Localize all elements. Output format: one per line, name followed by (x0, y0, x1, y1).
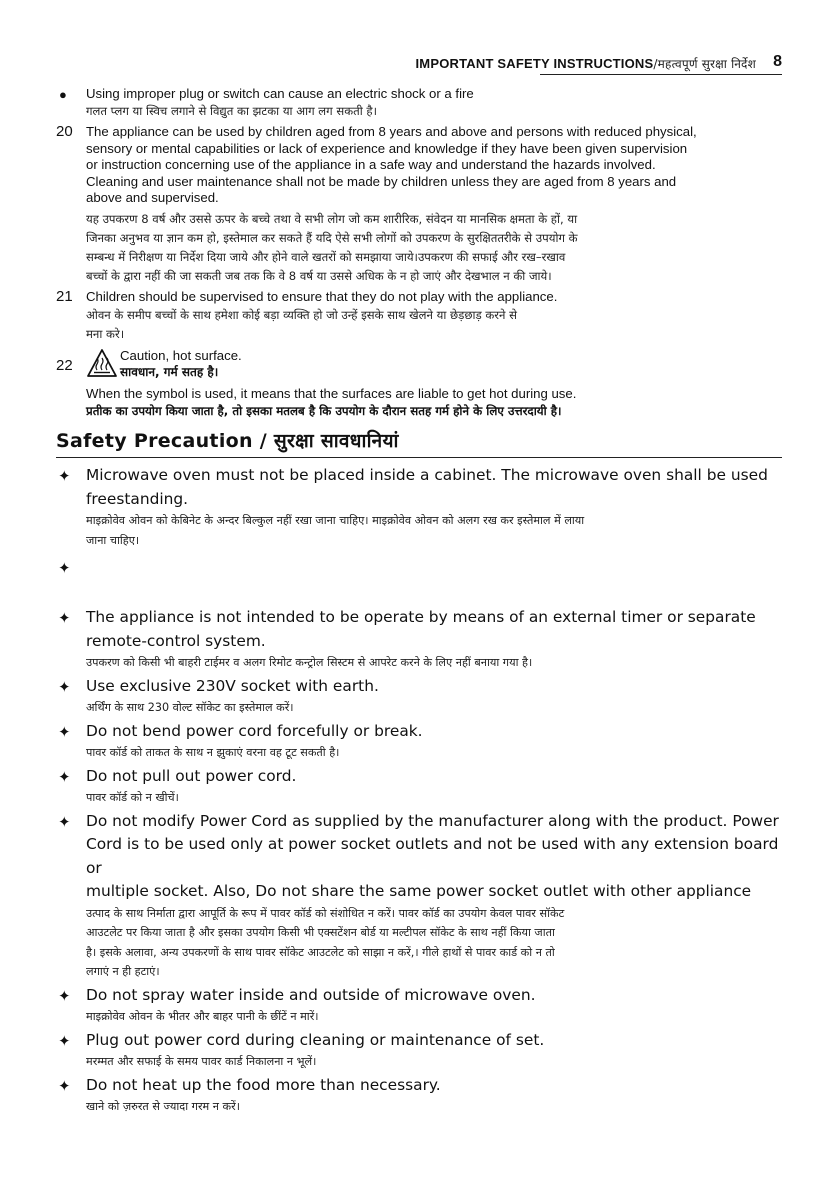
text-line: पावर कॉर्ड को ताकत के साथ न झुकाएं वरना वह टूट सकती है। (86, 746, 340, 759)
header-title-en: IMPORTANT SAFETY INSTRUCTIONS (415, 56, 654, 71)
text-line: or instruction concerning use of the appliance in a safe way and understand the hazards involved. (86, 157, 656, 173)
precaution-item (56, 1074, 786, 1117)
star-bullet-icon: ✦ (58, 767, 71, 786)
caution-item-22 (56, 348, 786, 384)
precaution-en (86, 464, 786, 511)
text-line: खाने को ज़रुरत से ज्यादा गरम न करें। (86, 1100, 240, 1113)
precaution-item (56, 984, 786, 1027)
star-bullet-icon: ✦ (58, 722, 71, 741)
caution-hi: सावधान, गर्म सतह है। (120, 365, 219, 380)
text-line: Cord is to be used only at power socket outlets and not be used with any extension board or (86, 835, 779, 877)
text-line: Use exclusive 230V socket with earth. (86, 676, 379, 695)
star-bullet-icon: ✦ (58, 467, 71, 485)
instruction-hi (86, 102, 786, 121)
item-number: 22 (56, 356, 73, 374)
precaution-item (56, 675, 786, 718)
star-bullet-icon: ✦ (58, 677, 71, 696)
instruction-en (86, 289, 786, 305)
text-line: Plug out power cord during cleaning or maintenance of set. (86, 1030, 545, 1049)
text-line: Do not heat up the food more than necessary. (86, 1075, 441, 1094)
text-line: multiple socket. Also, Do not share the same power socket outlet with other appliance (86, 882, 752, 900)
instruction-hi (86, 210, 786, 286)
precaution-hi (86, 788, 786, 808)
text-line: sensory or mental capabilities or lack of experience and knowledge if they have been given supervision (86, 140, 688, 156)
caution-note (56, 386, 786, 421)
bullet-marker: ● (59, 87, 67, 102)
star-bullet-icon: ✦ (58, 812, 71, 831)
precaution-hi (86, 1097, 786, 1117)
page-number: 8 (773, 53, 782, 70)
text-line: Microwave oven must not be placed inside a cabinet. The microwave oven shall be used (86, 466, 768, 484)
precaution-hi (86, 698, 786, 718)
text-line: freestanding. (86, 489, 189, 508)
precaution-en (86, 810, 786, 904)
text-line: The appliance is not intended to be operate by means of an external timer or separate (86, 608, 756, 626)
text-line: लगाएं न ही हटाएं। (86, 965, 160, 978)
precaution-hi (86, 511, 786, 550)
text-line: आउटलेट पर किया जाता है और इसका उपयोग किसी भी एक्सटेंशन बोर्ड या मल्टीपल सॉकेट के साथ नहीं किया जाता (86, 926, 555, 939)
text-line: Do not modify Power Cord as supplied by the manufacturer along with the product. Power (86, 811, 779, 830)
header-rule (540, 74, 782, 75)
text-line: सम्बन्ध में निरीक्षण या निर्देश दिया जाये और होने वाले खतरों को समझाया जाये।उपकरण की सफाई और रख–रखाव (86, 250, 566, 265)
text-line: यह उपकरण 8 वर्ष और उससे ऊपर के बच्चे तथा वे सभी लोग जो कम शारीरिक, संवेदन या मानसिक क्षमता के हों, या (86, 212, 578, 227)
text-line: माइक्रोवेव ओवन के भीतर और बाहर पानी के छींटें न मारें। (86, 1010, 319, 1023)
text-line: मना करे। (86, 326, 125, 341)
text-line: जाना चाहिए। (86, 533, 140, 547)
text-line: above and supervised. (86, 190, 219, 206)
hot-surface-warning-icon (86, 348, 118, 378)
text-line: जिनका अनुभव या ज्ञान कम हो, इस्तेमाल कर सकते हैं यदि ऐसे सभी लोगों को उपकरण के सुरक्षिततरीके से उपयोग के (86, 231, 578, 246)
precaution-en (86, 984, 786, 1008)
instruction-hi (86, 306, 786, 344)
precaution-item-empty (56, 556, 786, 606)
star-bullet-icon: ✦ (58, 559, 71, 577)
instruction-item (56, 86, 786, 121)
page-header (0, 52, 840, 74)
text-line: मरम्मत और सफाई के समय पावर कार्ड निकालना न भूलें। (86, 1055, 317, 1068)
header-title (416, 55, 757, 74)
text-line: उपकरण को किसी भी बाहरी टाईमर व अलग रिमोट कन्ट्रोल सिस्टम से आपरेट करने के लिए नहीं बनाया गया है। (86, 656, 533, 669)
text-line: ओवन के समीप बच्चों के साथ हमेशा कोई बड़ा व्यक्ति हो जो उन्हें इसके साथ खेलने या छेड़छाड़ करने से (86, 307, 517, 322)
precaution-en (86, 1029, 786, 1053)
text-line: गलत प्लग या स्विच लगाने से विद्युत का झटका या आग लग सकती है। (86, 104, 377, 119)
section-header (56, 427, 782, 458)
text-line: Do not spray water inside and outside of microwave oven. (86, 985, 536, 1004)
precaution-item (56, 606, 786, 673)
text-line: remote-control system. (86, 631, 266, 650)
precaution-item (56, 720, 786, 763)
precaution-item (56, 464, 786, 550)
text-line: Using improper plug or switch can cause an electric shock or a fire (86, 86, 474, 101)
precaution-item (56, 765, 786, 808)
text-line: पावर कॉर्ड को न खीचें। (86, 791, 179, 804)
caution-note-en: When the symbol is used, it means that the surfaces are liable to get hot during use. (86, 385, 577, 401)
precaution-en (86, 765, 786, 789)
text-line: उत्पाद के साथ निर्माता द्वारा आपूर्ति के रूप में पावर कॉर्ड को संशोधित न करें। पावर कॉर्ड का उपयोग केवल पावर सॉकेट (86, 906, 565, 920)
precaution-hi (86, 1052, 786, 1072)
text-line: Children should be supervised to ensure that they do not play with the appliance. (86, 289, 558, 305)
precaution-hi (86, 904, 786, 982)
text-line: माइक्रोवेव ओवन को केबिनेट के अन्दर बिल्कुल नहीं रखा जाना चाहिए। माइक्रोवेव ओवन को अलग रख कर इस्तेमाल में लाया (86, 514, 585, 527)
section-title: Safety Precaution / सुरक्षा सावधानियां (56, 430, 399, 452)
precaution-item (56, 1029, 786, 1072)
important-instructions (56, 86, 786, 421)
precaution-hi (86, 653, 786, 673)
precaution-en (86, 720, 786, 744)
safety-precaution-list (56, 464, 786, 1119)
text-line: Cleaning and user maintenance shall not be made by children unless they are aged from 8 years and (86, 173, 677, 189)
star-bullet-icon: ✦ (58, 986, 71, 1005)
precaution-en (86, 675, 786, 699)
instruction-item-21 (56, 289, 786, 343)
star-bullet-icon: ✦ (58, 1076, 71, 1095)
precaution-hi (86, 743, 786, 763)
instruction-en (86, 86, 786, 102)
caution-en: Caution, hot surface. (120, 347, 242, 363)
instruction-en (86, 124, 786, 206)
precaution-en (86, 606, 786, 653)
star-bullet-icon: ✦ (58, 609, 71, 627)
precaution-en (86, 1074, 786, 1098)
star-bullet-icon: ✦ (58, 1031, 71, 1050)
instruction-item-20 (56, 124, 786, 286)
text-line: बच्चों के द्वारा नहीं की जा सकती जब तक कि वे 8 वर्ष या उससे अधिक के न हो जाएं और देखभाल न की जाये। (86, 269, 552, 284)
text-line: अर्थिंग के साथ 230 वोल्ट सॉकेट का इस्तेमाल करें। (86, 701, 294, 714)
item-number: 20 (56, 123, 73, 141)
text-line: The appliance can be used by children aged from 8 years and above and persons with reduced physical, (86, 124, 697, 140)
text-line: है। इसके अलावा, अन्य उपकरणों के साथ पावर सॉकेट आउटलेट को साझा न करें,। गीले हाथों से पावर कार्ड को न तो (86, 945, 555, 959)
header-title-hi: /महत्वपूर्ण सुरक्षा निर्देश (653, 57, 756, 71)
text-line: Do not pull out power cord. (86, 766, 297, 785)
precaution-hi (86, 1007, 786, 1027)
item-number: 21 (56, 288, 73, 306)
text-line: Do not bend power cord forcefully or break. (86, 721, 423, 740)
precaution-item (56, 810, 786, 982)
caution-text (120, 348, 242, 381)
caution-note-hi: प्रतीक का उपयोग किया जाता है, तो इसका मतलब है कि उपयोग के दौरान सतह गर्म होने के लिए उत्तरदायी है। (86, 404, 562, 419)
